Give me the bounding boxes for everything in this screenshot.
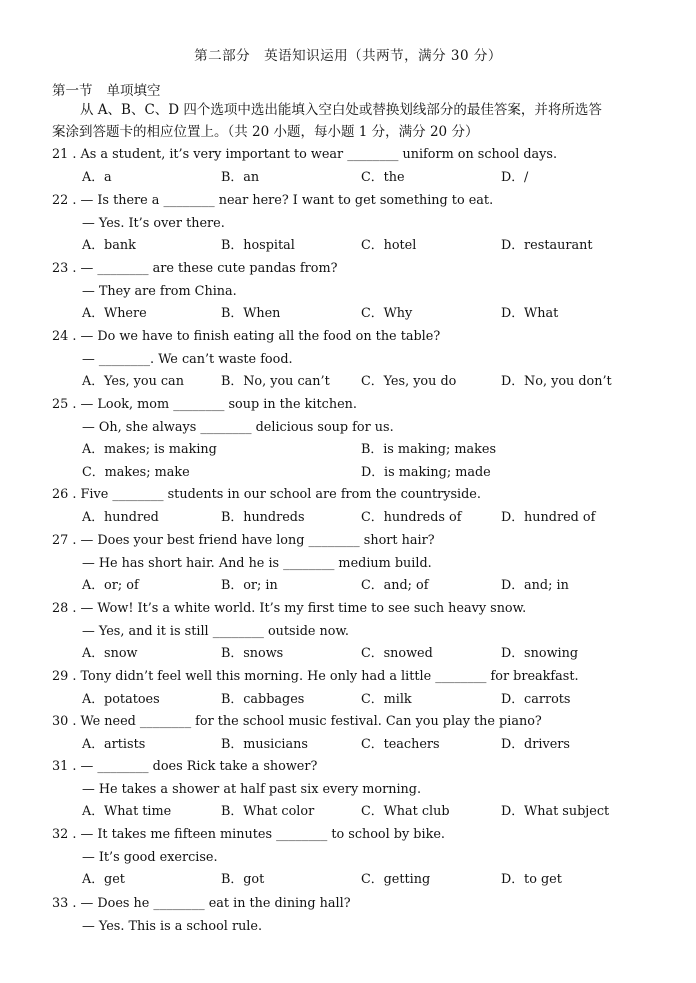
option-a: A．potatoes <box>82 691 160 707</box>
question-25 <box>52 397 357 413</box>
question-stem: — Do we have to finish eating all the food on the table? <box>80 329 441 344</box>
option-c: C．milk <box>361 691 412 707</box>
question-number: 23 <box>52 261 69 276</box>
option-c: C．Why <box>361 306 413 322</box>
question-number-dot: . <box>68 759 81 774</box>
question-stem: — Does your best friend have long ________ short hair? <box>80 533 435 548</box>
question-30 <box>52 714 542 730</box>
option-a: A．or; of <box>82 578 139 594</box>
option-d: D．and; in <box>501 578 569 594</box>
question-stem: — It takes me fifteen minutes ________ to school by bike. <box>80 827 445 842</box>
option-c: C．hundreds of <box>361 509 462 525</box>
option-a: A．bank <box>82 238 136 254</box>
instruction-line-1: 从 A、B、C、D 四个选项中选出能填入空白处或替换划线部分的最佳答案，并将所选答 <box>80 102 602 118</box>
section-name: 单项填空 <box>106 83 161 99</box>
question-number: 25 <box>52 397 69 412</box>
option-d: D．What <box>501 306 559 322</box>
question-29 <box>52 669 579 685</box>
option-b: B．When <box>221 306 281 322</box>
option-b: B．hospital <box>221 238 295 254</box>
option-c: C．teachers <box>361 736 440 752</box>
question-number-dot: . <box>68 147 81 162</box>
question-number: 22 <box>52 193 69 208</box>
option-c: C．Yes, you do <box>361 374 457 390</box>
dialogue-line: — ________. We can’t waste food. <box>82 351 293 367</box>
question-number: 32 <box>52 827 69 842</box>
option-c: C．What club <box>361 804 450 820</box>
question-number-dot: . <box>68 487 81 502</box>
question-stem: We need ________ for the school music festival. Can you play the piano? <box>80 714 542 729</box>
question-number-dot: . <box>68 714 81 729</box>
part-title: 第二部分 英语知识运用（共两节，满分 30 分） <box>194 48 502 64</box>
option-a: A．snow <box>82 646 138 662</box>
question-31 <box>52 759 317 775</box>
option-d: D．What subject <box>501 804 610 820</box>
question-number-dot: . <box>68 601 81 616</box>
option-b: B．cabbages <box>221 691 305 707</box>
question-number: 33 <box>52 896 69 911</box>
option-a: A．What time <box>82 804 172 820</box>
question-number: 28 <box>52 601 69 616</box>
option-c: C．the <box>361 169 405 185</box>
option-b: B．or; in <box>221 578 278 594</box>
option-c: C．makes; make <box>82 464 190 480</box>
option-d: D．carrots <box>501 691 571 707</box>
question-stem: — ________ are these cute pandas from? <box>80 261 338 276</box>
question-number: 29 <box>52 669 69 684</box>
question-stem: Tony didn’t feel well this morning. He only had a little ________ for breakfast. <box>80 669 579 684</box>
option-d: D．drivers <box>501 736 570 752</box>
question-number: 26 <box>52 487 69 502</box>
question-26 <box>52 487 481 503</box>
option-a: A．makes; is making <box>82 442 217 458</box>
question-24 <box>52 329 440 345</box>
option-b: B．hundreds <box>221 509 305 525</box>
question-stem: — Does he ________ eat in the dining hall? <box>80 896 351 911</box>
dialogue-line: — Oh, she always ________ delicious soup for us. <box>82 419 394 435</box>
section-heading <box>52 79 161 99</box>
option-c: C．getting <box>361 872 431 888</box>
option-d: D．hundred of <box>501 509 596 525</box>
dialogue-line: — He has short hair. And he is ________ medium build. <box>82 555 432 571</box>
option-a: A．Yes, you can <box>82 374 184 390</box>
option-d: D．to get <box>501 872 562 888</box>
question-stem: Five ________ students in our school are from the countryside. <box>80 487 481 502</box>
dialogue-line: — It’s good exercise. <box>82 849 218 865</box>
option-a: A．Where <box>82 306 147 322</box>
question-number: 24 <box>52 329 69 344</box>
option-d: D．snowing <box>501 646 579 662</box>
question-32 <box>52 827 445 843</box>
section-label: 第一节 <box>52 83 93 99</box>
question-27 <box>52 533 435 549</box>
dialogue-line: — Yes. This is a school rule. <box>82 918 263 934</box>
question-23 <box>52 261 337 277</box>
question-stem: As a student, it’s very important to wear ________ uniform on school days. <box>80 147 558 162</box>
question-number-dot: . <box>68 329 81 344</box>
question-stem: — Wow! It’s a white world. It’s my first time to see such heavy snow. <box>80 601 527 616</box>
option-b: B．snows <box>221 646 284 662</box>
option-b: B．got <box>221 872 265 888</box>
question-number-dot: . <box>68 669 81 684</box>
question-stem: — ________ does Rick take a shower? <box>80 759 318 774</box>
dialogue-line: — He takes a shower at half past six every morning. <box>82 781 422 797</box>
question-number-dot: . <box>68 261 81 276</box>
option-d: D．No, you don’t <box>501 374 612 390</box>
option-a: A．get <box>82 872 125 888</box>
question-28 <box>52 601 526 617</box>
option-b: B．No, you can’t <box>221 374 330 390</box>
question-number-dot: . <box>68 533 81 548</box>
dialogue-line: — Yes, and it is still ________ outside now. <box>82 623 349 639</box>
question-stem: — Look, mom ________ soup in the kitchen. <box>80 397 357 412</box>
option-d: D．restaurant <box>501 238 593 254</box>
question-number: 31 <box>52 759 69 774</box>
option-b: B．musicians <box>221 736 308 752</box>
option-d: D．/ <box>501 169 529 185</box>
question-number-dot: . <box>68 397 81 412</box>
question-number: 21 <box>52 147 69 162</box>
dialogue-line: — They are from China. <box>82 283 237 299</box>
question-number-dot: . <box>68 827 81 842</box>
question-33 <box>52 896 351 912</box>
option-a: A．a <box>82 169 112 185</box>
option-d: D．is making; made <box>361 464 491 480</box>
option-a: A．artists <box>82 736 146 752</box>
option-b: B．an <box>221 169 260 185</box>
question-stem: — Is there a ________ near here? I want to get something to eat. <box>80 193 494 208</box>
question-21 <box>52 147 557 163</box>
option-b: B．is making; makes <box>361 442 497 458</box>
option-c: C．and; of <box>361 578 429 594</box>
option-c: C．hotel <box>361 238 417 254</box>
option-b: B．What color <box>221 804 315 820</box>
option-a: A．hundred <box>82 509 159 525</box>
question-22 <box>52 193 493 209</box>
question-number-dot: . <box>68 896 81 911</box>
question-number-dot: . <box>68 193 81 208</box>
question-number: 30 <box>52 714 69 729</box>
question-number: 27 <box>52 533 69 548</box>
instruction-line-2: 案涂到答题卡的相应位置上。（共 20 小题，每小题 1 分，满分 20 分） <box>52 124 479 140</box>
option-c: C．snowed <box>361 646 433 662</box>
dialogue-line: — Yes. It’s over there. <box>82 215 225 231</box>
